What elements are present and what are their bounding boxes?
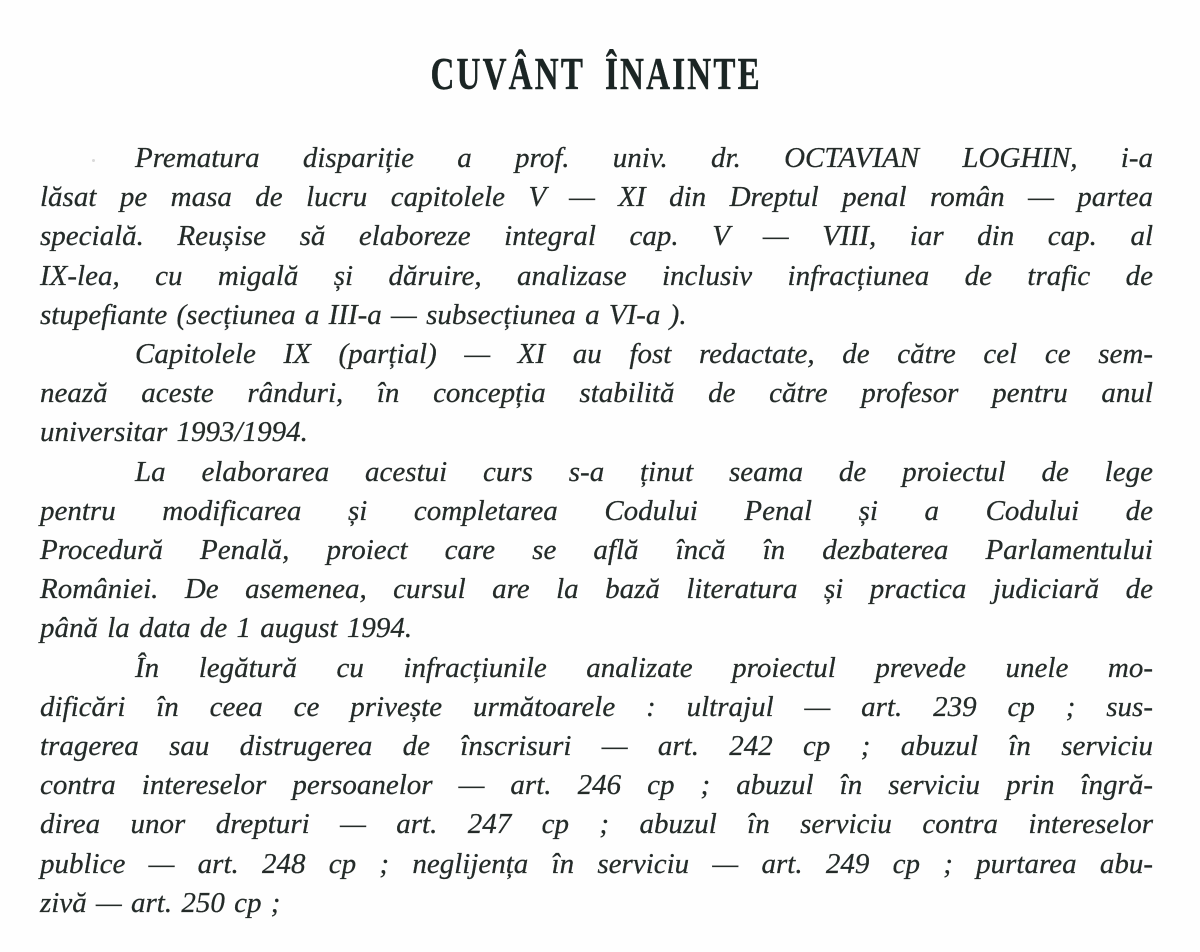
text-line: pentru modificarea și completarea Codului Penal și a Codului de (40, 494, 1153, 527)
paragraph-3 (40, 453, 1153, 649)
text-line: direa unor drepturi — art. 247 cp ; abuzul în serviciu contra intereselor (40, 808, 1153, 841)
text-line: contra intereselor persoanelor — art. 246 cp ; abuzul în serviciu prin îngră- (40, 769, 1153, 802)
text-line: În legătură cu infracțiunile analizate proiectul prevede unele mo- (135, 651, 1153, 684)
text-line: IX-lea, cu migală și dăruire, analizase inclusiv infracțiunea de trafic de (40, 259, 1153, 292)
text-line: nează aceste rânduri, în concepția stabilită de către profesor pentru anul (40, 377, 1153, 410)
text-line: specială. Reușise să elaboreze integral cap. V — VIII, iar din cap. al (40, 220, 1153, 253)
body-text (40, 139, 1153, 923)
paragraph-1 (40, 139, 1153, 335)
text-line: Prematura dispariție a prof. univ. dr. OCTAVIAN LOGHIN, i-a (135, 142, 1153, 174)
scanned-book-page (0, 48, 1200, 952)
text-line: publice — art. 248 cp ; neglijența în serviciu — art. 249 cp ; purtarea abu- (40, 847, 1153, 880)
text-line: până la data de 1 august 1994. (40, 612, 413, 645)
page-title-text: CUVÂNT ÎNAINTE (430, 48, 763, 99)
text-line: lăsat pe masa de lucru capitolele V — XI din Dreptul penal român — partea (40, 181, 1153, 214)
text-line-clipped: zivă — art. 250 cp ; (40, 886, 281, 919)
text-line: Capitolele IX (parțial) — XI au fost redactate, de către cel ce sem- (135, 338, 1153, 371)
page-title (40, 48, 1153, 99)
paragraph-4 (40, 649, 1153, 923)
text-line: stupefiante (secțiunea a III-a — subsecțiunea a VI-a ). (40, 298, 687, 331)
scan-speck (92, 159, 95, 162)
paragraph-2 (40, 335, 1153, 453)
text-line: universitar 1993/1994. (40, 416, 308, 449)
text-line: tragerea sau distrugerea de înscrisuri — art. 242 cp ; abuzul în serviciu (40, 730, 1153, 763)
text-line: dificări în ceea ce privește următoarele : ultrajul — art. 239 cp ; sus- (40, 690, 1153, 723)
text-line: La elaborarea acestui curs s-a ținut seama de proiectul de lege (135, 455, 1153, 488)
text-line: Procedură Penală, proiect care se află încă în dezbaterea Parlamentului (40, 534, 1153, 567)
text-line: României. De asemenea, cursul are la bază literatura și practica judiciară de (40, 573, 1153, 606)
